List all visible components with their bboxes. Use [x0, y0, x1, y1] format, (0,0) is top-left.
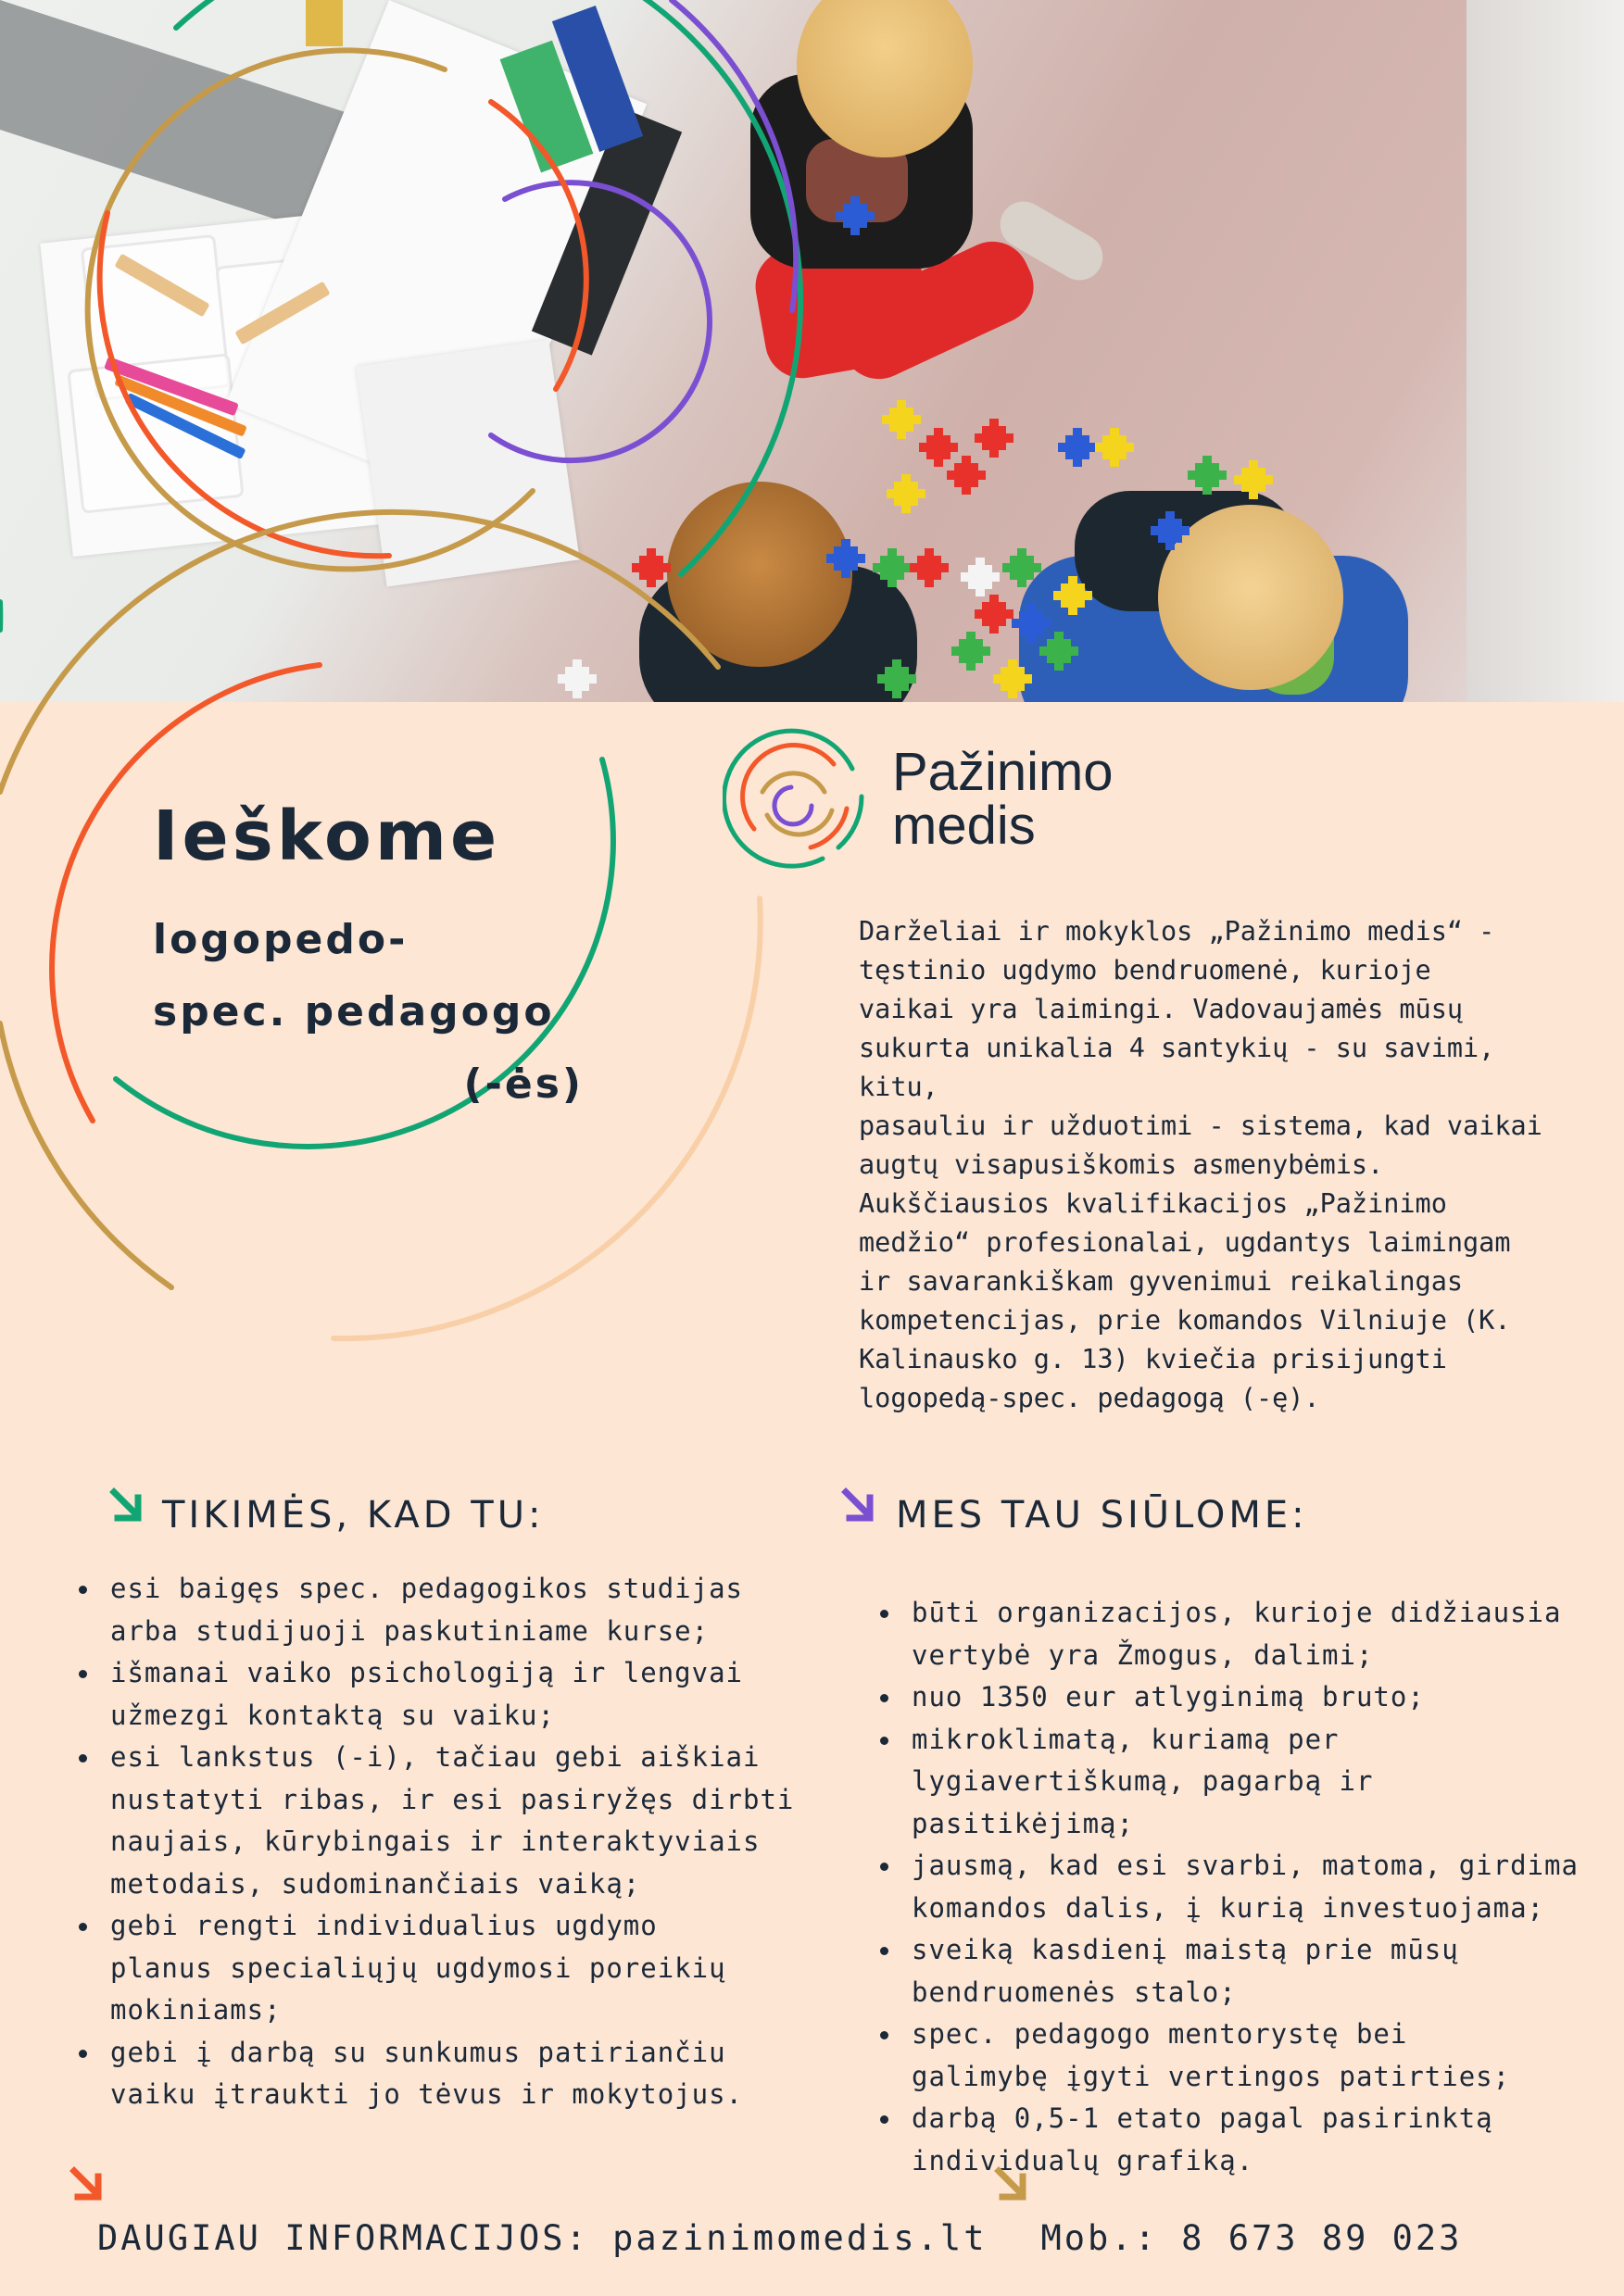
- brand-logo: [723, 727, 1112, 875]
- offer-list: [880, 1592, 1612, 2182]
- footer-phone[interactable]: Mob.: 8 673 89 023: [1040, 2218, 1463, 2258]
- list-item: esi lankstus (-i), tačiau gebi aiškiai nustatyti ribas, ir esi pasiryžęs dirbti naujais, kūrybingais ir interaktyviais metodais, sudominančiais vaiką;: [79, 1737, 820, 1905]
- expectations-list: [79, 1568, 820, 2116]
- arrow-down-right-icon: [67, 2165, 107, 2206]
- list-item: išmanai vaiko psichologiją ir lengvai užmezgi kontaktą su vaiku;: [79, 1652, 820, 1737]
- list-item: gebi į darbą su sunkumus patiriančiu vaiku įtraukti jo tėvus ir mokytojus.: [79, 2032, 820, 2116]
- expectations-title: TIKIMĖS, KAD TU:: [162, 1494, 545, 1537]
- role-line-1: logopedo-: [153, 916, 409, 963]
- list-item: sveiką kasdienį maistą prie mūsų bendruomenės stalo;: [880, 1929, 1612, 2014]
- list-item: mikroklimatą, kuriamą per lygiavertiškumą, pagarbą ir pasitikėjimą;: [880, 1719, 1612, 1846]
- offer-title: MES TAU SIŪLOME:: [896, 1494, 1308, 1537]
- headline-block: [153, 797, 598, 1121]
- brand-name-line-2: medis: [892, 796, 1036, 856]
- list-item: jausmą, kad esi svarbi, matoma, girdima komandos dalis, į kurią investuojama;: [880, 1845, 1612, 1929]
- brand-name-line-1: Pažinimo: [892, 742, 1114, 802]
- role-line-2: spec. pedagogo: [153, 988, 555, 1035]
- list-item: esi baigęs spec. pedagogikos studijas arba studijuoji paskutiniame kurse;: [79, 1568, 820, 1652]
- intro-paragraph: Darželiai ir mokyklos „Pažinimo medis“ - tęstinio ugdymo bendruomenė, kurioje vaikai yra laimingi. Vadovaujamės mūsų sukurta unikalia 4 santykių - su savimi, kitu, pasauliu ir užduotimi - sistema, kad vaikai augtų visapusiškomis asmenybėmis. Aukščiausios kvalifikacijos „Pažinimo medžio“ profesionalai, ugdantys laimingam ir savarankiškam gyvenimui reikalingas kompetencijas, prie komandos Vilniuje (K. Kalinausko g. 13) kviečia prisijungti logopedą-spec. pedagogą (-ę).: [859, 916, 1542, 1413]
- list-item: darbą 0,5-1 etato pagal pasirinktą individualų grafiką.: [880, 2098, 1612, 2182]
- headline-title: Ieškome: [153, 797, 501, 876]
- list-item: būti organizacijos, kurioje didžiausia vertybė yra Žmogus, dalimi;: [880, 1592, 1612, 1676]
- role-line-3: (-ės): [463, 1060, 584, 1108]
- list-item: spec. pedagogo mentorystę bei galimybę įgyti vertingos patirties;: [880, 2014, 1612, 2098]
- logo-rings-icon: [723, 727, 871, 875]
- brand-name: [892, 742, 1114, 856]
- list-item: nuo 1350 eur atlyginimą bruto;: [880, 1676, 1612, 1719]
- list-item: gebi rengti individualius ugdymo planus specialiųjų ugdymosi poreikių mokiniams;: [79, 1905, 820, 2032]
- arrow-down-right-icon: [991, 2165, 1032, 2206]
- footer-website[interactable]: DAUGIAU INFORMACIJOS: pazinimomedis.lt: [97, 2218, 988, 2258]
- arrow-down-right-icon: [107, 1487, 147, 1527]
- arrow-down-right-icon: [838, 1487, 879, 1527]
- footer-contact: [97, 2218, 1462, 2258]
